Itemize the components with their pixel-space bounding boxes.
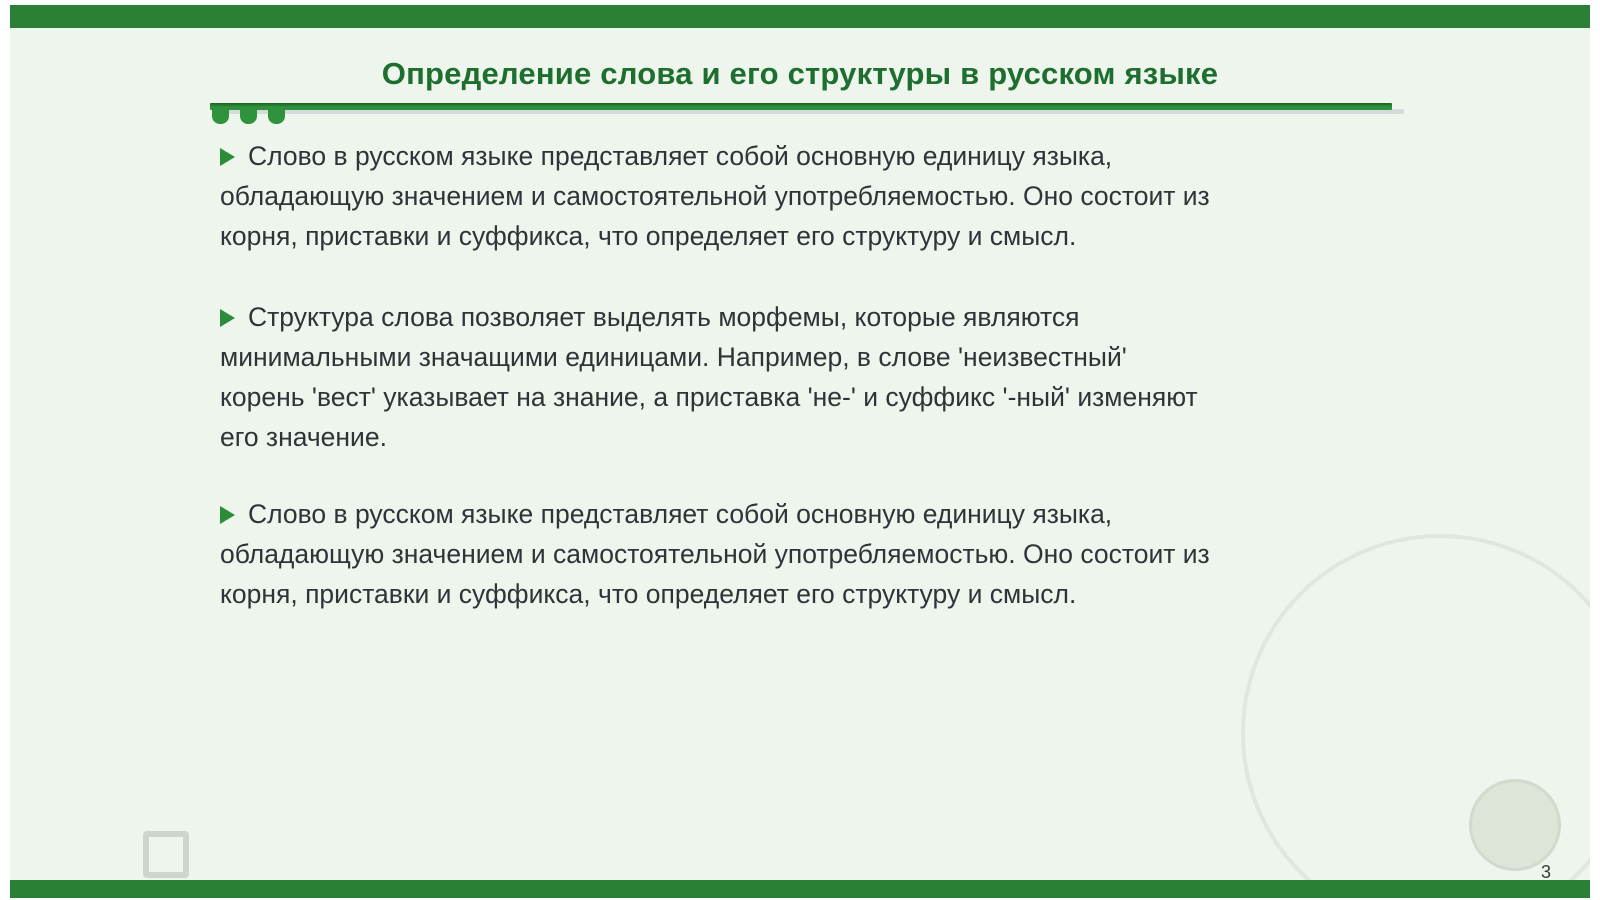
page-number: 3 [1540,862,1551,882]
bullet-paragraph-3 [220,494,1420,614]
paragraph-line: его значение. [220,422,387,452]
paragraph-line: корень 'вест' указывает на знание, а приставка 'не-' и суффикс '-ный' изменяют [220,382,1198,412]
top-bar [10,5,1590,28]
paragraph-line: обладающую значением и самостоятельной употребляемостью. Оно состоит из [220,539,1210,569]
bullet-triangle-icon [220,309,235,327]
paragraph-line: минимальными значащими единицами. Например, в слове 'неизвестный' [220,342,1127,372]
paragraph-line: корня, приставки и суффикса, что определяет его структуру и смысл. [220,221,1077,251]
bullet-paragraph-1 [220,136,1420,256]
decorative-circle-filled [1469,779,1561,871]
underline-dot-icon [212,108,229,124]
bullet-triangle-icon [220,506,235,524]
paragraph-text: Слово в русском языке представляет собой основную единицу языка, [248,499,1113,529]
title-underline [210,103,1392,110]
paragraph-line [220,494,1420,534]
slide-title: Определение слова и его структуры в русском языке [381,56,1219,91]
underline-dot-icon [268,108,285,124]
decorative-square-outline [143,831,189,878]
bullet-triangle-icon [220,148,235,166]
paragraph-line: обладающую значением и самостоятельной употребляемостью. Оно состоит из [220,181,1210,211]
paragraph-text: Структура слова позволяет выделять морфемы, которые являются [248,302,1080,332]
bottom-bar [10,880,1590,898]
bullet-paragraph-2 [220,297,1420,457]
paragraph-line [220,297,1420,337]
underline-dot-icon [240,108,257,124]
slide-content-area [10,28,1590,880]
paragraph-text: Слово в русском языке представляет собой основную единицу языка, [248,141,1113,171]
paragraph-line [220,136,1420,176]
paragraph-line: корня, приставки и суффикса, что определяет его структуру и смысл. [220,579,1077,609]
